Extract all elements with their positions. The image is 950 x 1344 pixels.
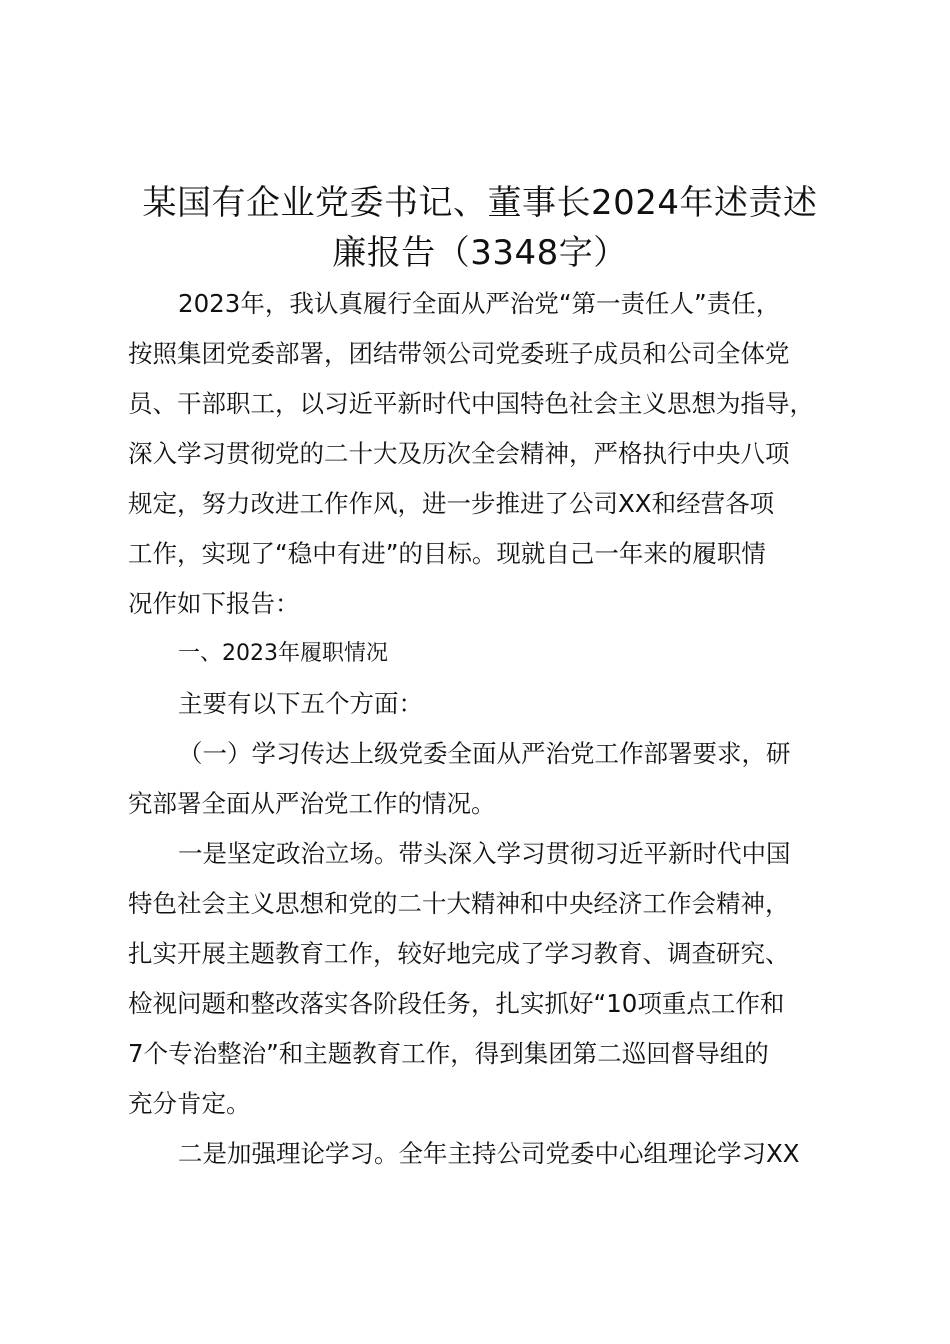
paragraph-intro-line: 况作如下报告： bbox=[128, 589, 300, 618]
document-body bbox=[128, 279, 838, 1179]
title-line-2: 廉报告（3348字） bbox=[332, 233, 628, 273]
paragraph-point-one-line: 一是坚定政治立场。带头深入学习贯彻习近平新时代中国 bbox=[178, 839, 791, 868]
paragraph-intro-line: 工作，实现了“稳中有进”的目标。现就自己一年来的履职情 bbox=[128, 539, 766, 568]
paragraph-aspects: 主要有以下五个方面： bbox=[178, 689, 423, 718]
paragraph-point-one-line: 特色社会主义思想和党的二十大精神和中央经济工作会精神， bbox=[128, 889, 790, 918]
paragraph-point-two-line: 二是加强理论学习。全年主持公司党委中心组理论学习XX bbox=[178, 1139, 800, 1168]
document-title bbox=[100, 178, 860, 278]
paragraph-intro-line: 员、干部职工，以习近平新时代中国特色社会主义思想为指导， bbox=[128, 389, 814, 418]
paragraph-point-one-line: 7个专治整治”和主题教育工作，得到集团第二巡回督导组的 bbox=[128, 1039, 769, 1068]
paragraph-intro-line: 2023年，我认真履行全面从严治党“第一责任人”责任， bbox=[178, 289, 781, 318]
paragraph-point-one-line: 扎实开展主题教育工作，较好地完成了学习教育、调查研究、 bbox=[128, 939, 790, 968]
paragraph-intro-line: 深入学习贯彻党的二十大及历次全会精神，严格执行中央八项 bbox=[128, 439, 790, 468]
paragraph-intro-line: 按照集团党委部署，团结带领公司党委班子成员和公司全体党 bbox=[128, 339, 790, 368]
section-heading: 一、2023年履职情况 bbox=[178, 641, 388, 666]
title-line-1: 某国有企业党委书记、董事长2024年述责述 bbox=[142, 183, 818, 223]
subsection-heading-line: 究部署全面从严治党工作的情况。 bbox=[128, 789, 496, 818]
subsection-heading-line: （一）学习传达上级党委全面从严治党工作部署要求，研 bbox=[178, 739, 791, 768]
paragraph-point-one-line: 检视问题和整改落实各阶段任务，扎实抓好“10项重点工作和 bbox=[128, 989, 785, 1018]
paragraph-intro-line: 规定，努力改进工作作风，进一步推进了公司XX和经营各项 bbox=[128, 489, 775, 518]
paragraph-point-one-line: 充分肯定。 bbox=[128, 1089, 251, 1118]
